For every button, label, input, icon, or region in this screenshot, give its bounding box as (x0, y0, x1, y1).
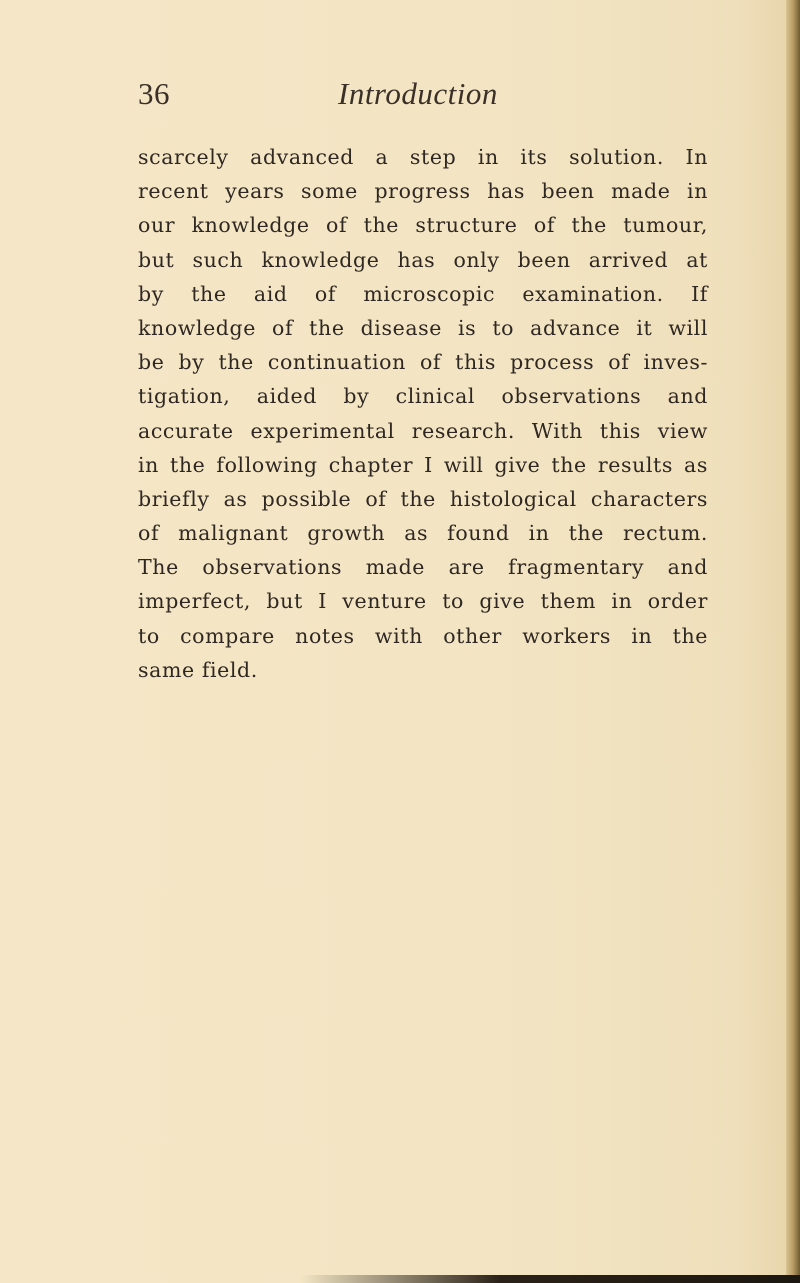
page-number: 36 (138, 76, 170, 111)
page-edge-shadow (786, 0, 800, 1283)
body-paragraph (138, 140, 708, 687)
text-line: same field. (138, 657, 258, 682)
text-line: by the aid of microscopic examination. If (138, 281, 708, 306)
text-line: imperfect, but I venture to give them in order (138, 589, 708, 614)
text-line: The observations made are fragmentary and (138, 555, 708, 580)
page-bottom-shadow (300, 1275, 800, 1283)
text-line: tigation, aided by clinical observations and (138, 384, 708, 409)
text-line: to compare notes with other workers in the (138, 623, 708, 648)
text-line: scarcely advanced a step in its solution. In (138, 145, 708, 169)
text-line: briefly as possible of the histological characters (138, 486, 708, 511)
running-head: Introduction (338, 76, 498, 111)
text-line: be by the continuation of this process of inves- (138, 350, 708, 375)
text-line: accurate experimental research. With this view (138, 418, 708, 443)
text-line: of malignant growth as found in the rectum. (138, 521, 708, 546)
text-line: knowledge of the disease is to advance it will (138, 315, 708, 340)
text-line: recent years some progress has been made in (138, 179, 708, 204)
text-line: our knowledge of the structure of the tumour, (138, 213, 708, 238)
text-line: but such knowledge has only been arrived at (138, 247, 708, 272)
page-header (138, 76, 698, 120)
text-line: in the following chapter I will give the results as (138, 452, 708, 477)
